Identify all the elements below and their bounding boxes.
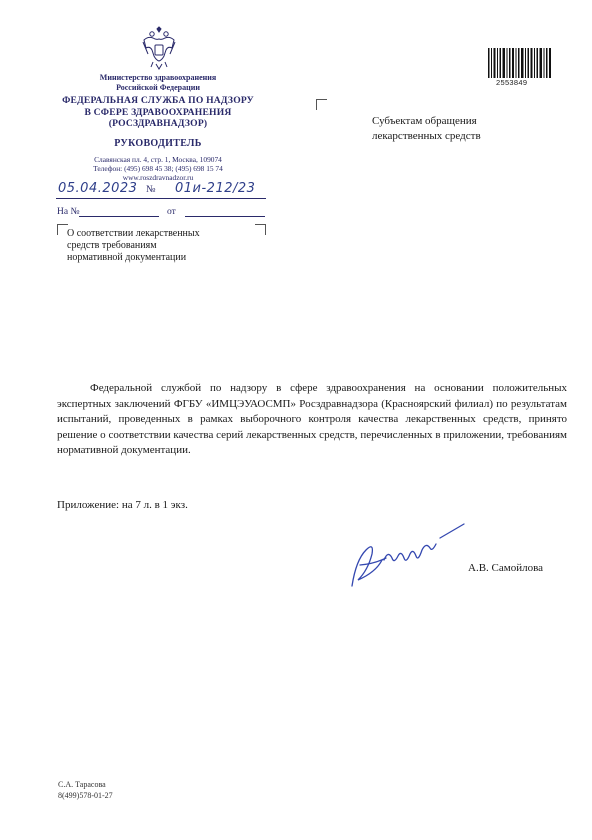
reference-date-label: от xyxy=(167,207,176,217)
addressee xyxy=(372,114,481,144)
head-title: РУКОВОДИТЕЛЬ xyxy=(114,138,202,149)
letter-body: Федеральной службой по надзору в сфере здравоохранения на основании положительных экспертных заключений ФГБУ «ИМЦЭУАОСМП» Росздравнадзора (Красноярский филиал) по результатам испытаний, проведенных в рамках выборочного контроля качества лекарственных средств, принято решение о соответствии качества серий лекарственных средств, перечисленных в приложении, требованиям нормативной документации. xyxy=(57,382,567,456)
agency-address xyxy=(55,155,261,182)
reference-number-line xyxy=(79,216,159,217)
agency-line: ФЕДЕРАЛЬНАЯ СЛУЖБА ПО НАДЗОРУ xyxy=(62,95,254,106)
subject-line: О соответствии лекарственных xyxy=(67,228,200,239)
agency-name xyxy=(50,95,266,130)
registration-date: 05.04.2023 xyxy=(58,181,138,196)
agency-line: (РОСЗДРАВНАДЗОР) xyxy=(108,118,208,129)
date-number-underline xyxy=(56,198,266,199)
reference-date-line xyxy=(185,216,265,217)
addressee-bracket-left xyxy=(316,99,327,110)
number-label: № xyxy=(146,184,156,195)
phone-line: Телефон: (495) 698 45 38; (495) 698 15 74 xyxy=(93,164,223,173)
barcode-number: 2553849 xyxy=(496,78,528,87)
ministry-line: Министерство здравоохранения xyxy=(99,73,217,82)
letter-subject xyxy=(67,228,200,264)
reference-number-label: На № xyxy=(57,207,80,217)
signature-icon xyxy=(346,520,466,590)
subject-line: нормативной документации xyxy=(67,252,187,263)
agency-line: В СФЕРЕ ЗДРАВООХРАНЕНИЯ xyxy=(84,106,232,118)
address-line: Славянская пл. 4, стр. 1, Москва, 109074 xyxy=(94,155,222,164)
registration-number: 01и-212/23 xyxy=(175,181,256,196)
signer-name: А.В. Самойлова xyxy=(468,562,544,574)
addressee-line: Субъектам обращения xyxy=(372,115,477,127)
appendix-note: Приложение: на 7 л. в 1 экз. xyxy=(57,499,188,511)
executor-info xyxy=(58,779,113,801)
subject-line: средств требованиям xyxy=(67,240,157,251)
addressee-line: лекарственных средств xyxy=(372,130,481,142)
coat-of-arms-icon xyxy=(140,26,178,70)
executor-phone: 8(499)578-01-27 xyxy=(58,791,113,800)
ministry-name xyxy=(60,73,256,93)
barcode-icon xyxy=(488,48,552,78)
ministry-line: Российской Федерации xyxy=(116,83,200,92)
subject-bracket-right xyxy=(255,224,266,235)
executor-name: С.А. Тарасова xyxy=(58,780,106,789)
website-line: www.roszdravnadzor.ru xyxy=(122,173,194,182)
